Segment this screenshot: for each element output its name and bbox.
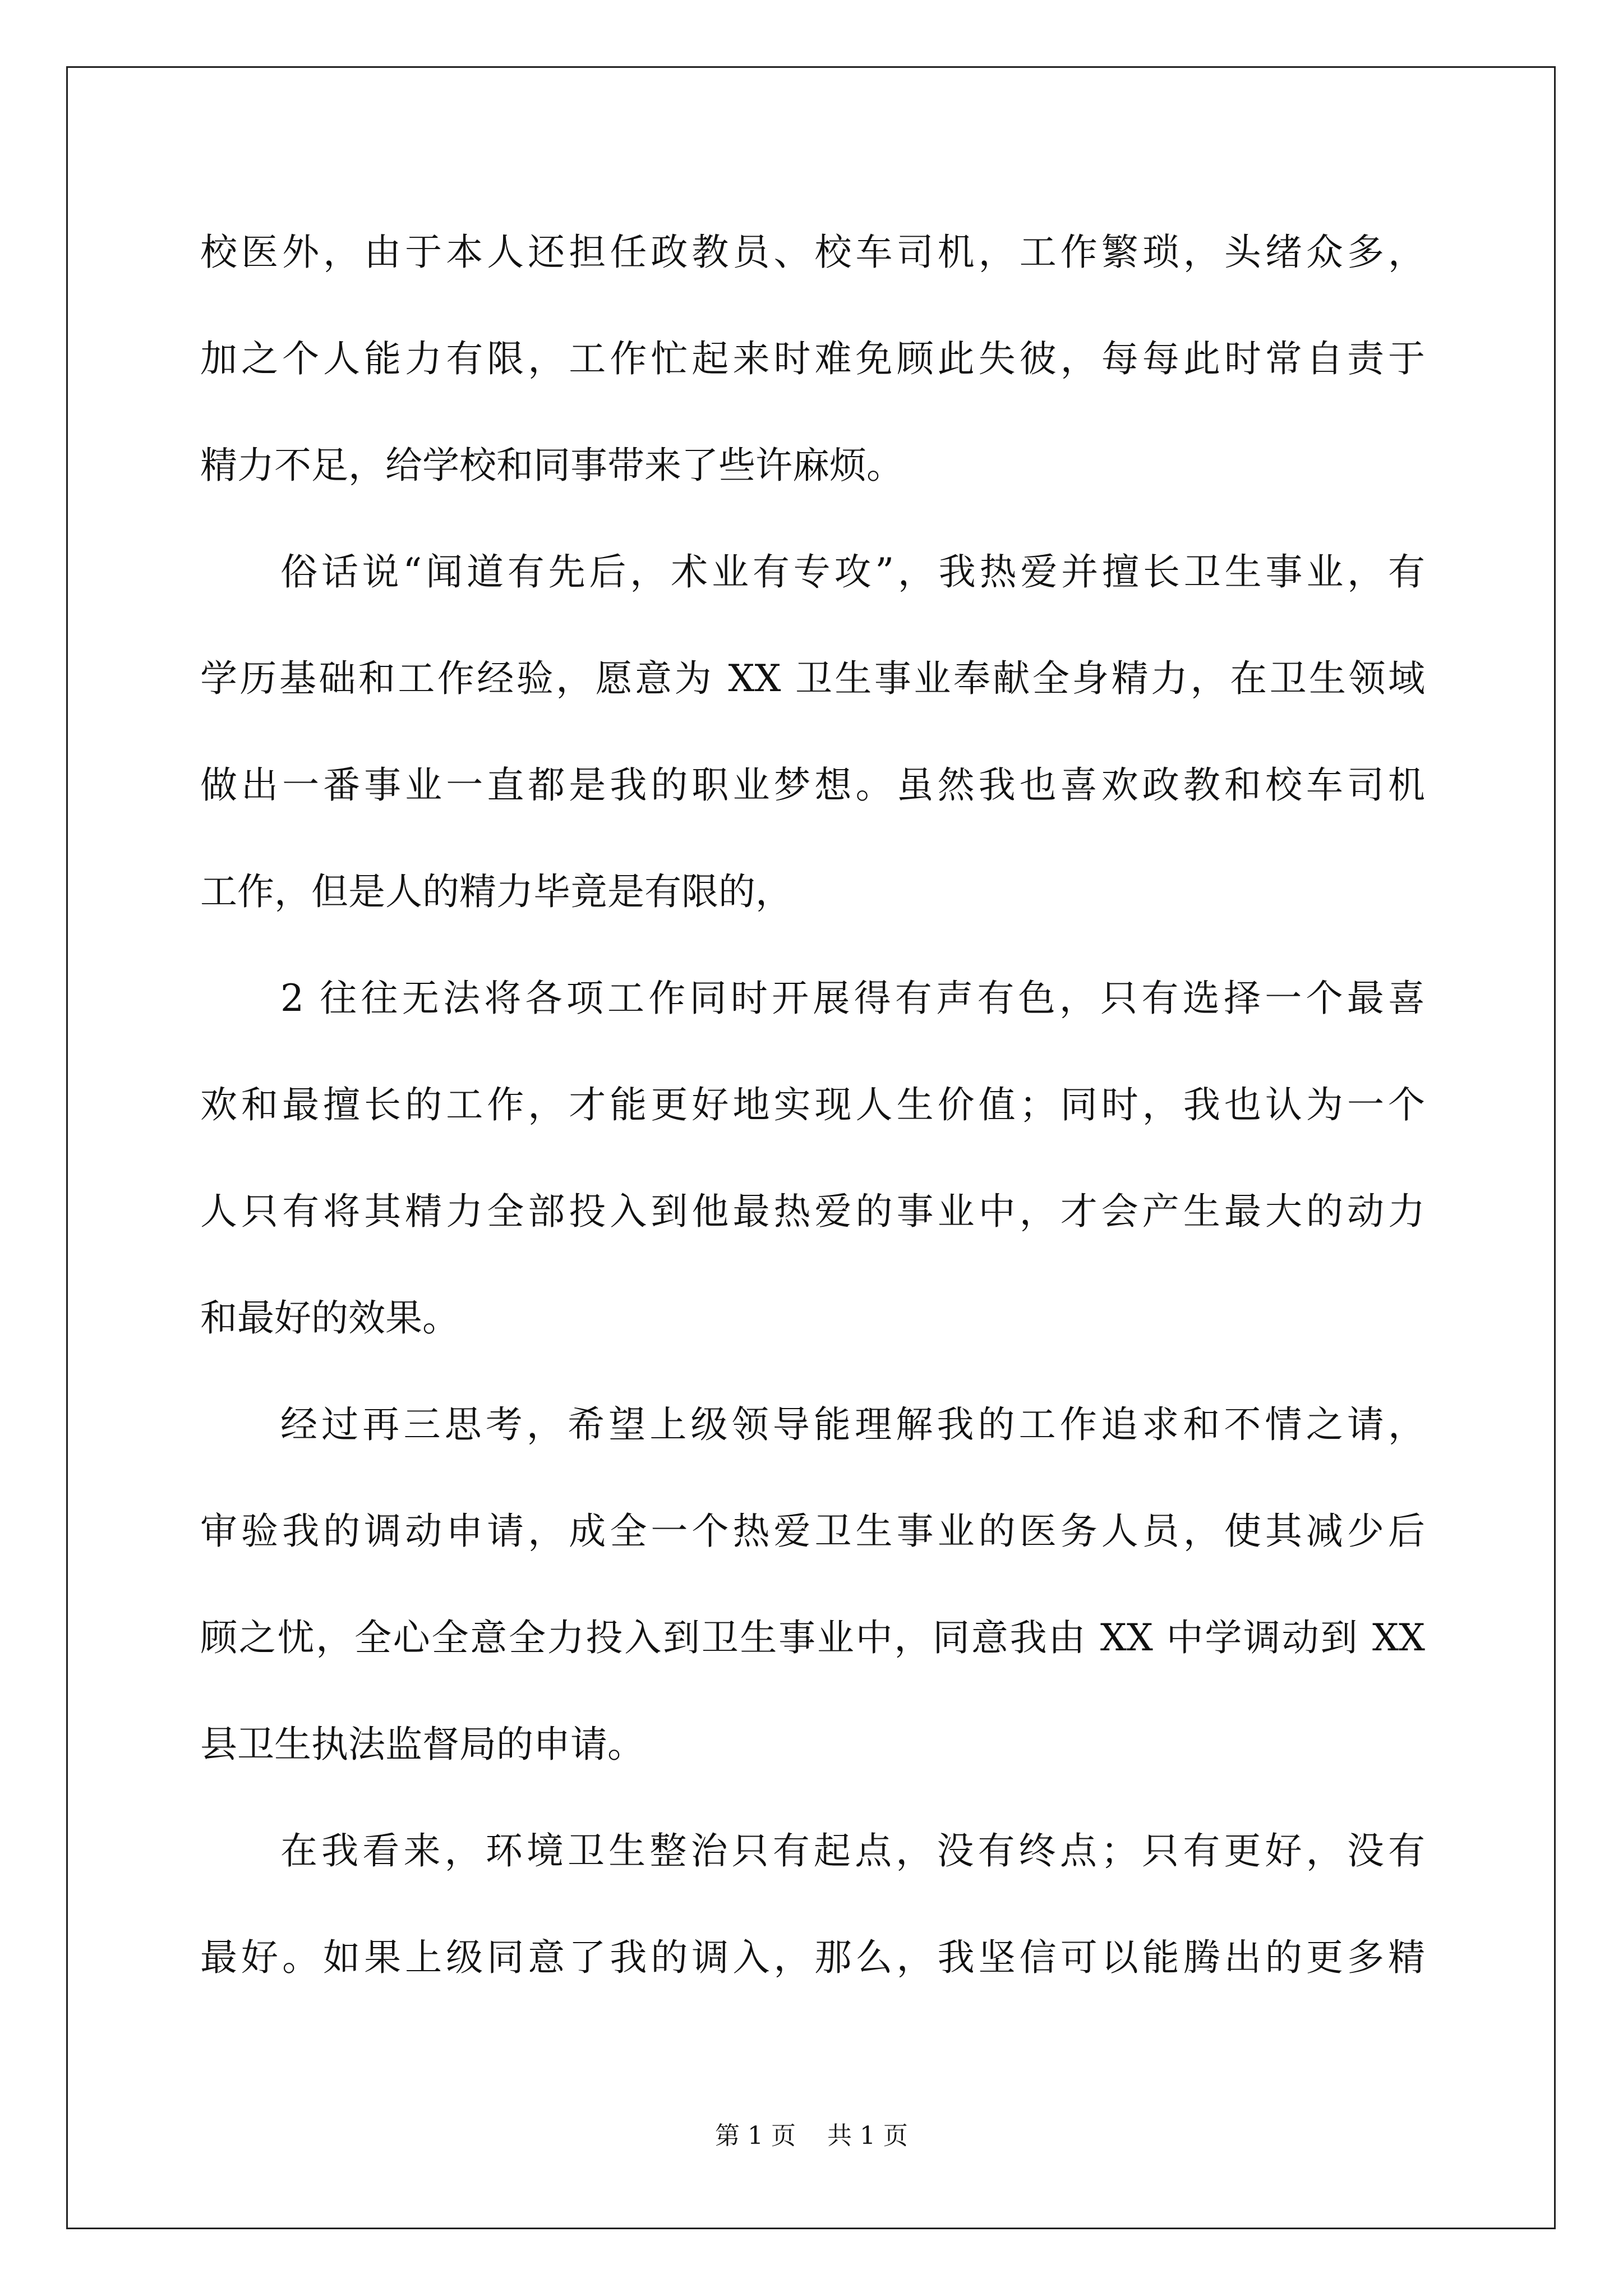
body-text-line: 加之个人能力有限，工作忙起来时难免顾此失彼，每每此时常自责于 <box>200 337 1425 380</box>
page-border <box>66 66 1556 2229</box>
body-text-line: 俗话说“闻道有先后，术业有专攻”，我热爱并擅长卫生事业，有 <box>280 550 1425 593</box>
body-text-line: 顾之忧，全心全意全力投入到卫生事业中，同意我由 XX 中学调动到 XX <box>200 1616 1425 1659</box>
body-text-line: 做出一番事业一直都是我的职业梦想。虽然我也喜欢政教和校车司机 <box>200 763 1425 807</box>
body-text-line: 校医外，由于本人还担任政教员、校车司机，工作繁琐，头绪众多， <box>200 231 1425 274</box>
body-text-line: 和最好的效果。 <box>200 1296 459 1340</box>
body-text-line: 2 往往无法将各项工作同时开展得有声有色，只有选择一个最喜 <box>280 977 1425 1020</box>
body-text-line: 在我看来，环境卫生整治只有起点，没有终点；只有更好，没有 <box>280 1829 1425 1872</box>
page-number-footer: 第 1 页 共 1 页 <box>715 2122 908 2150</box>
body-text-line: 人只有将其精力全部投入到他最热爱的事业中，才会产生最大的动力 <box>200 1190 1425 1233</box>
body-text-line: 审验我的调动申请，成全一个热爱卫生事业的医务人员，使其减少后 <box>200 1510 1425 1553</box>
body-text-line: 精力不足，给学校和同事带来了些许麻烦。 <box>200 444 903 487</box>
body-text-line: 最好。如果上级同意了我的调入，那么，我坚信可以能腾出的更多精 <box>200 1936 1425 1979</box>
body-text-line: 工作，但是人的精力毕竟是有限的， <box>200 870 792 913</box>
body-text-line: 县卫生执法监督局的申请。 <box>200 1723 644 1766</box>
body-text-line: 学历基础和工作经验，愿意为 XX 卫生事业奉献全身精力，在卫生领域 <box>200 657 1425 700</box>
body-text-line: 欢和最擅长的工作，才能更好地实现人生价值；同时，我也认为一个 <box>200 1083 1425 1126</box>
body-text-line: 经过再三思考，希望上级领导能理解我的工作追求和不情之请， <box>280 1403 1425 1446</box>
